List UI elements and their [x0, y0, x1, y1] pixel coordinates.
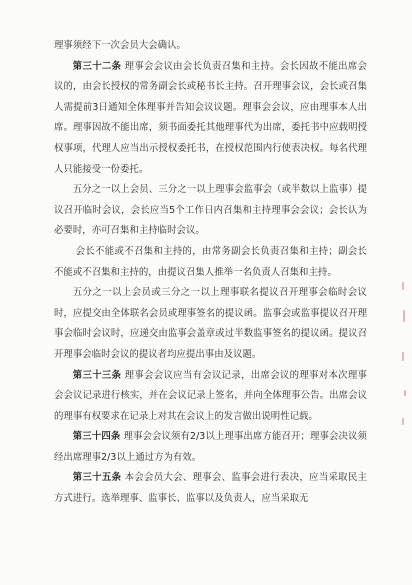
seal-mark	[402, 282, 404, 290]
seal-mark	[402, 352, 404, 361]
seal-mark	[404, 390, 406, 396]
article-33	[54, 366, 367, 428]
article-number: 第三十四条	[72, 431, 121, 443]
paragraph-continuation	[54, 36, 367, 57]
document-body	[54, 36, 367, 510]
paragraph	[54, 283, 367, 365]
paragraph	[54, 242, 367, 283]
paragraph-text: 五分之一以上会员、三分之一以上理事会监事会（或半数以上监事）提议召开临时会议，会长应当5个工作日内召集和主持理事会会议；会长认为必要时，亦可召集和主持临时会议。	[54, 184, 367, 237]
paragraph-text: 理事须经下一次会员大会确认。	[54, 40, 186, 51]
article-number: 第三十二条	[72, 60, 122, 72]
paragraph-text: 会长不能或不召集和主持的，由常务副会长负责召集和主持；副会长不能或不召集和主持的，由提议召集人推举一名负责人召集和主持。	[54, 245, 367, 278]
seal-mark	[403, 310, 405, 322]
article-35	[54, 468, 367, 509]
article-32	[54, 57, 367, 181]
seal-stamp-edge	[395, 0, 412, 585]
seal-mark	[402, 418, 404, 425]
paragraph	[54, 180, 367, 242]
paragraph-text: 五分之一以上会员或三分之一以上理事联名提议召开理事会临时会议时，应提交由全体联名会员或理事签名的提议函。监事会或监事提议召开理事会临时会议时，应递交由监事会盖章或过半数监事签名的提议函。提议召开理事会临时会议的提议者均应提出事由及议题。	[54, 287, 367, 360]
article-text: 理事会会议由会长负责召集和主持。会长因故不能出席会议的，由会长授权的常务副会长或秘书长主持。召开理事会议，会长或召集人需提前3日通知全体理事并告知会议议题。理事会会议，应由理事本人出席。理事因故不能出席，须书面委托其他理事代为出席，委托书中应载明授权事项，代理人应当出示授权委托书，在授权范围内行使表决权。每名代理人只能接受一份委托。	[54, 60, 367, 175]
article-text: 理事会会议应当有会议记录，出席会议的理事对本次理事会会议记录进行核实，并在会议记录上签名，并向全体理事公告。出席会议的理事有权要求在记录上对其在会议上的发言做出说明性记载。	[54, 369, 367, 422]
article-text: 本会会员大会、理事会、监事会进行表决，应当采取民主方式进行。选举理事、监事长、监事以及负责人，应当采取无	[54, 472, 367, 505]
article-number: 第三十三条	[72, 369, 122, 381]
article-34	[54, 427, 367, 468]
article-number: 第三十五条	[72, 472, 122, 484]
article-text: 理事会会议须有2/3以上理事出席方能召开；理事会决议须经出席理事2/3以上通过方为有效。	[54, 431, 367, 463]
